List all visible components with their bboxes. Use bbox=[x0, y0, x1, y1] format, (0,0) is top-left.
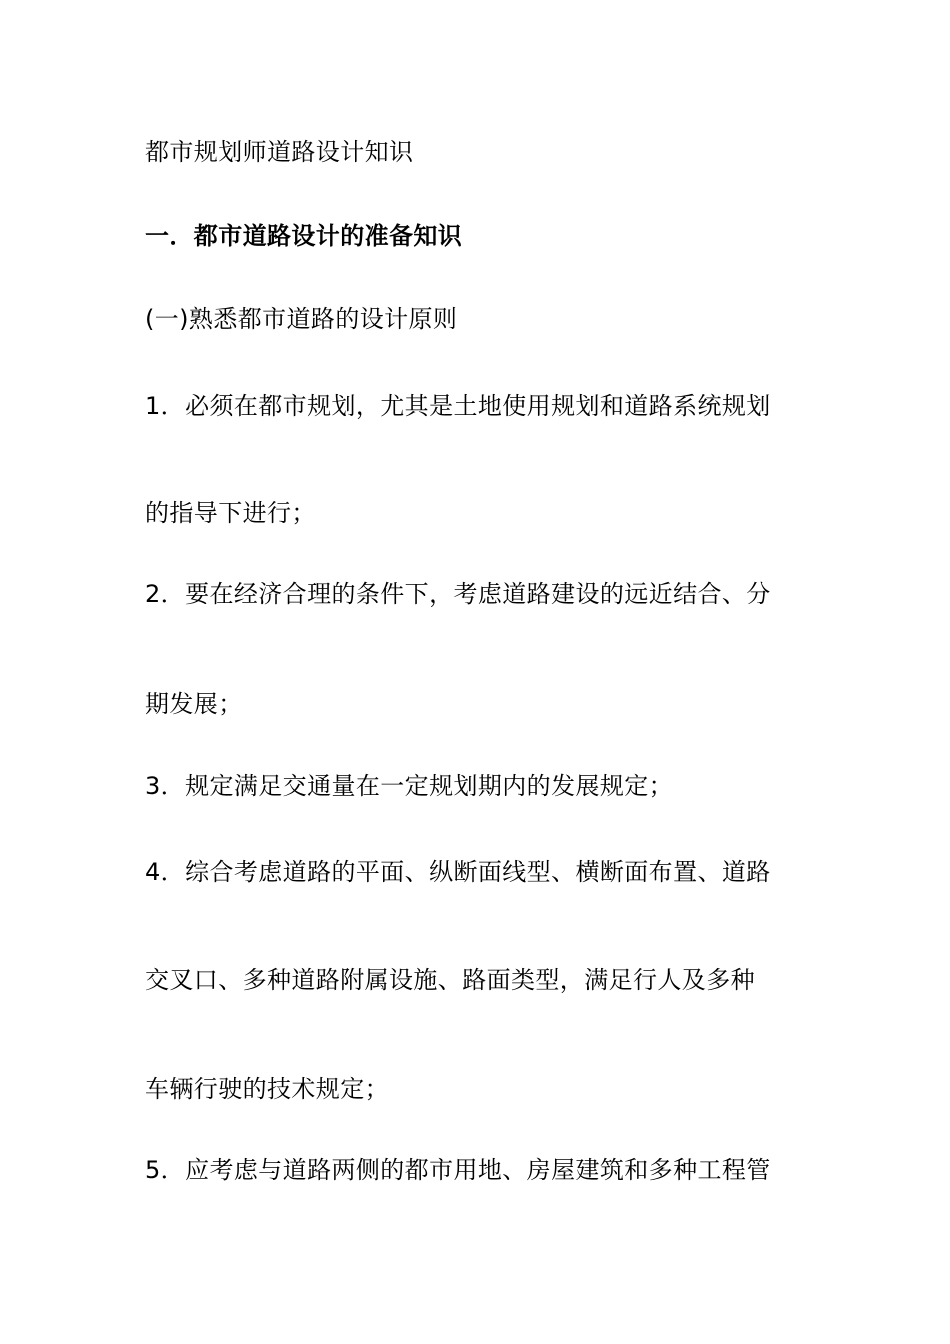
paragraph-line: 4．综合考虑道路的平面、纵断面线型、横断面布置、道路 bbox=[145, 858, 771, 886]
paragraph-line: 1．必须在都市规划，尤其是土地使用规划和道路系统规划 bbox=[145, 392, 771, 420]
document-title: 都市规划师道路设计知识 bbox=[145, 138, 414, 166]
paragraph-line: 期发展； bbox=[145, 690, 243, 718]
paragraph-line: 3．规定满足交通量在一定规划期内的发展规定； bbox=[145, 772, 674, 800]
paragraph-line: 的指导下进行； bbox=[145, 499, 316, 527]
section-heading: 一．都市道路设计的准备知识 bbox=[145, 222, 463, 250]
paragraph-line: 2．要在经济合理的条件下，考虑道路建设的远近结合、分 bbox=[145, 580, 771, 608]
paragraph-line: 车辆行驶的技术规定； bbox=[145, 1075, 389, 1103]
subsection-heading: (一)熟悉都市道路的设计原则 bbox=[145, 305, 458, 333]
paragraph-line: 交叉口、多种道路附属设施、路面类型，满足行人及多种 bbox=[145, 966, 755, 994]
paragraph-line: 5．应考虑与道路两侧的都市用地、房屋建筑和多种工程管 bbox=[145, 1156, 771, 1184]
